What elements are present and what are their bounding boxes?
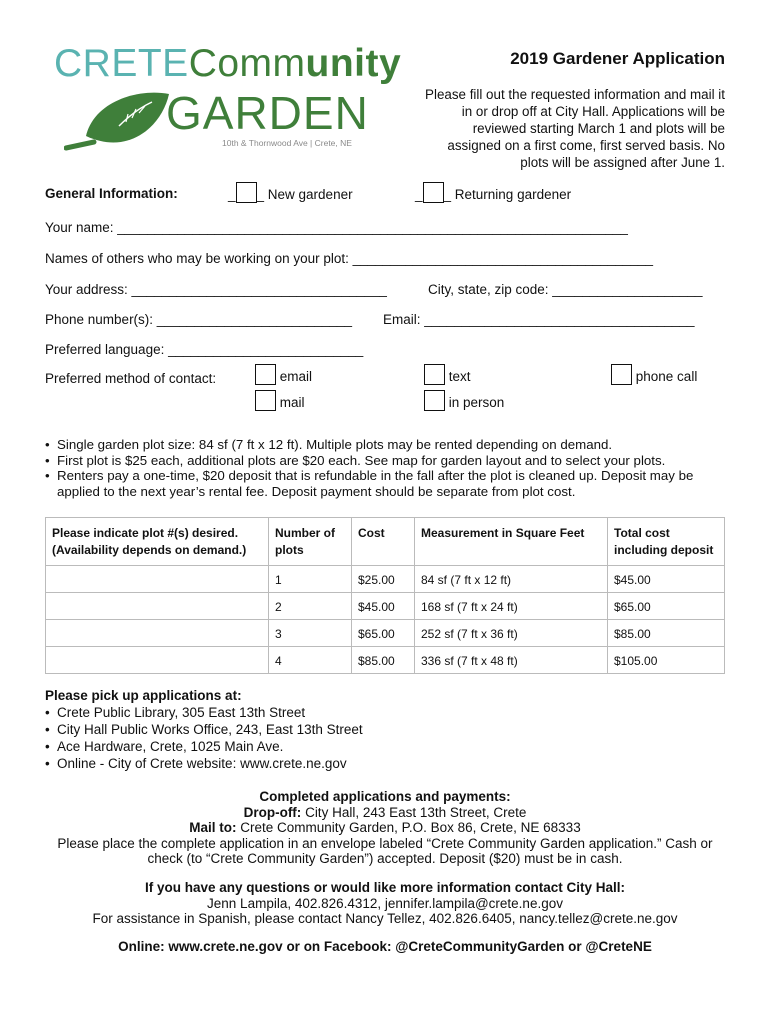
envelope-instructions: Please place the complete application in an envelope labeled “Crete Community Garden application.” Cash or check (to “Crete Community Garden”) accepted. Deposit ($20) must be in cash. bbox=[57, 835, 713, 866]
contact-phone-checkbox[interactable] bbox=[611, 364, 632, 385]
measurement-cell: 168 sf (7 ft x 24 ft) bbox=[415, 593, 608, 620]
city-state-zip-field[interactable]: City, state, zip code: ____________________ bbox=[428, 282, 703, 297]
table-row bbox=[46, 593, 725, 620]
table-row bbox=[46, 566, 725, 593]
total-cell: $105.00 bbox=[608, 647, 725, 674]
table-row bbox=[46, 647, 725, 674]
contact-phone-label: phone call bbox=[635, 369, 698, 384]
number-cell: 3 bbox=[269, 620, 352, 647]
list-item: • Crete Public Library, 305 East 13th Street bbox=[45, 704, 363, 721]
leaf-icon bbox=[64, 86, 174, 156]
total-cell: $85.00 bbox=[608, 620, 725, 647]
contact-in-person-label: in person bbox=[448, 395, 505, 410]
contact-in-person-option[interactable] bbox=[424, 390, 504, 411]
new-gardener-checkbox[interactable] bbox=[236, 182, 257, 203]
table-header-row bbox=[46, 518, 725, 566]
general-info-label: General Information: bbox=[45, 186, 178, 201]
list-item: • Ace Hardware, Crete, 1025 Main Ave. bbox=[45, 738, 363, 755]
header-measurement: Measurement in Square Feet bbox=[415, 518, 608, 566]
returning-gardener-label: Returning gardener bbox=[454, 187, 572, 202]
questions-section bbox=[40, 880, 730, 927]
plot-input-cell[interactable] bbox=[46, 566, 269, 593]
contact-text-checkbox[interactable] bbox=[424, 364, 445, 385]
contact-phone-option[interactable] bbox=[611, 364, 697, 385]
number-cell: 2 bbox=[269, 593, 352, 620]
contact-email-option[interactable] bbox=[255, 364, 312, 385]
measurement-cell: 84 sf (7 ft x 12 ft) bbox=[415, 566, 608, 593]
logo-tagline: 10th & Thornwood Ave | Crete, NE bbox=[222, 138, 352, 148]
list-item: • Renters pay a one-time, $20 deposit that is refundable in the fall after the plot is cleaned up. Deposit may be applied to the next year’s rental fee. Deposit payment should be separate from plot cost. bbox=[45, 468, 735, 499]
name-field[interactable]: Your name: ____________________________________________________________________ bbox=[45, 220, 628, 235]
header-number: Number of plots bbox=[269, 518, 352, 566]
header-plot: Please indicate plot #(s) desired. (Availability depends on demand.) bbox=[46, 518, 269, 566]
mail-address: Crete Community Garden, P.O. Box 86, Crete, NE 68333 bbox=[236, 820, 581, 835]
header-total: Total cost including deposit bbox=[608, 518, 725, 566]
new-gardener-option[interactable]: _ _ New gardener bbox=[228, 182, 353, 203]
measurement-cell: 252 sf (7 ft x 36 ft) bbox=[415, 620, 608, 647]
logo-unity-text: unity bbox=[305, 42, 402, 85]
new-gardener-label: New gardener bbox=[267, 187, 353, 202]
number-cell: 1 bbox=[269, 566, 352, 593]
list-item: • Single garden plot size: 84 sf (7 ft x 12 ft). Multiple plots may be rented depending on demand. bbox=[45, 437, 735, 453]
plot-input-cell[interactable] bbox=[46, 647, 269, 674]
returning-gardener-option[interactable]: _ _ Returning gardener bbox=[415, 182, 571, 203]
contact-email-checkbox[interactable] bbox=[255, 364, 276, 385]
contact-line-2: For assistance in Spanish, please contact Nancy Tellez, 402.826.6405, nancy.tellez@crete.ne.gov bbox=[92, 911, 678, 926]
footer-online: Online: www.crete.ne.gov or on Facebook: @CreteCommunityGarden or @CreteNE bbox=[118, 939, 652, 954]
contact-mail-option[interactable] bbox=[255, 390, 305, 411]
plot-input-cell[interactable] bbox=[46, 620, 269, 647]
cost-cell: $45.00 bbox=[352, 593, 415, 620]
logo-crete-text: CRETE bbox=[54, 42, 189, 85]
dropoff-line bbox=[40, 805, 730, 821]
crete-community-garden-logo bbox=[54, 44, 414, 154]
plot-input-cell[interactable] bbox=[46, 593, 269, 620]
number-cell: 4 bbox=[269, 647, 352, 674]
mail-line bbox=[40, 820, 730, 836]
language-field[interactable]: Preferred language: __________________________ bbox=[45, 342, 364, 357]
email-field[interactable]: Email: ____________________________________ bbox=[383, 312, 695, 327]
table-row bbox=[46, 620, 725, 647]
phone-field[interactable]: Phone number(s): __________________________ bbox=[45, 312, 353, 327]
list-item[interactable]: • Online - City of Crete website: www.crete.ne.gov bbox=[45, 755, 363, 772]
logo-garden-text: GARDEN bbox=[166, 87, 369, 139]
plot-selection-table bbox=[45, 517, 725, 674]
intro-paragraph: Please fill out the requested information and mail it in or drop off at City Hall. Applications will be reviewed starting March 1 and plots will be assigned on a first come, first served basis. No plots will be assigned after June 1. bbox=[425, 87, 725, 170]
header-cost: Cost bbox=[352, 518, 415, 566]
list-item: • City Hall Public Works Office, 243, East 13th Street bbox=[45, 721, 363, 738]
cost-cell: $85.00 bbox=[352, 647, 415, 674]
contact-method-label: Preferred method of contact: bbox=[45, 371, 217, 386]
plot-info-list bbox=[45, 437, 735, 499]
address-field[interactable]: Your address: __________________________________ bbox=[45, 282, 387, 297]
dropoff-address: City Hall, 243 East 13th Street, Crete bbox=[301, 804, 527, 820]
total-cell: $65.00 bbox=[608, 593, 725, 620]
contact-mail-checkbox[interactable] bbox=[255, 390, 276, 411]
contact-in-person-checkbox[interactable] bbox=[424, 390, 445, 411]
contact-text-option[interactable] bbox=[424, 364, 471, 385]
completed-section bbox=[40, 789, 730, 867]
contact-mail-label: mail bbox=[279, 395, 305, 410]
mail-label: Mail to: bbox=[189, 820, 237, 835]
dropoff-label: Drop-off: bbox=[243, 804, 302, 820]
logo-comm-text: Comm bbox=[188, 42, 306, 85]
list-item: • First plot is $25 each, additional plots are $20 each. See map for garden layout and to select your plots. bbox=[45, 453, 735, 469]
measurement-cell: 336 sf (7 ft x 48 ft) bbox=[415, 647, 608, 674]
cost-cell: $25.00 bbox=[352, 566, 415, 593]
others-field[interactable]: Names of others who may be working on your plot: ________________________________________ bbox=[45, 251, 653, 266]
contact-email-label: email bbox=[279, 369, 313, 384]
pickup-list bbox=[45, 704, 363, 772]
returning-gardener-checkbox[interactable] bbox=[423, 182, 444, 203]
logo-title bbox=[54, 44, 401, 83]
cost-cell: $65.00 bbox=[352, 620, 415, 647]
questions-heading: If you have any questions or would like more information contact City Hall: bbox=[144, 880, 626, 895]
pickup-heading: Please pick up applications at: bbox=[45, 688, 242, 703]
contact-text-label: text bbox=[448, 369, 471, 384]
total-cell: $45.00 bbox=[608, 566, 725, 593]
contact-line-1: Jenn Lampila, 402.826.4312, jennifer.lampila@crete.ne.gov bbox=[207, 895, 563, 911]
completed-heading: Completed applications and payments: bbox=[259, 789, 511, 804]
page-title: 2019 Gardener Application bbox=[510, 49, 725, 68]
pickup-section bbox=[45, 687, 363, 772]
